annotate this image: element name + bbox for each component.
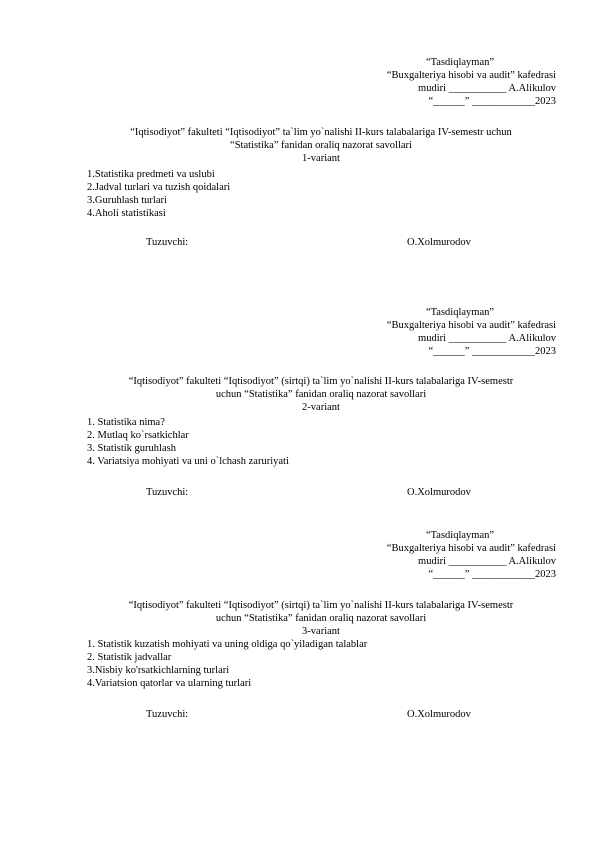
question-item: 3. Statistik guruhlash — [87, 443, 176, 454]
question-list — [87, 416, 289, 468]
signature-name: O.Xolmurodov — [407, 487, 471, 498]
approval-date: “______” ____________2023 — [428, 96, 556, 107]
heading-line: uchun “Statistika” fanidan oraliq nazorat savollari — [215, 613, 427, 624]
approval-date: “______” ____________2023 — [428, 569, 556, 580]
approval-department: “Buxgalteriya hisobi va audit” kafedrasi — [386, 320, 556, 331]
variant-heading — [86, 375, 556, 414]
question-item: 4.Variatsion qatorlar va ularning turlari — [87, 678, 252, 689]
question-item: 2.Jadval turlari va tuzish qoidalari — [87, 182, 231, 193]
variant-number: 1-variant — [302, 153, 340, 164]
approval-head: mudiri ___________ A.Alikulov — [418, 556, 556, 567]
variant-number: 3-variant — [302, 626, 340, 637]
signature-label: Tuzuvchi: — [146, 237, 189, 248]
heading-line: “Iqtisodiyot” fakulteti “Iqtisodiyot” (sirtqi) ta`lim yo`nalishi II-kurs talabalariga IV-semestr — [128, 600, 514, 611]
question-item: 2. Mutlaq ko`rsatkichlar — [87, 430, 189, 441]
signature-name: O.Xolmurodov — [407, 237, 471, 248]
question-list — [87, 168, 230, 220]
question-item: 4. Variatsiya mohiyati va uni o`lchash zaruriyati — [87, 456, 289, 467]
question-item: 1.Statistika predmeti va uslubi — [87, 169, 215, 180]
approval-head: mudiri ___________ A.Alikulov — [418, 83, 556, 94]
approval-block — [350, 529, 556, 581]
question-item: 4.Aholi statistikasi — [87, 208, 166, 219]
heading-line: “Statistika” fanidan oraliq nazorat savollari — [230, 140, 412, 151]
question-list — [87, 638, 367, 690]
approval-department: “Buxgalteriya hisobi va audit” kafedrasi — [386, 70, 556, 81]
approval-title: “Tasdiqlayman” — [425, 57, 495, 68]
question-item: 1. Statistika nima? — [87, 417, 165, 428]
approval-block — [350, 306, 556, 358]
heading-line: “Iqtisodiyot” fakulteti “Iqtisodiyot” ta`lim yo`nalishi II-kurs talabalariga IV-semestr uchun — [130, 127, 512, 138]
approval-head: mudiri ___________ A.Alikulov — [418, 333, 556, 344]
question-item: 3.Guruhlash turlari — [87, 195, 167, 206]
question-item: 1. Statistik kuzatish mohiyati va uning oldiga qo`yiladigan talablar — [87, 639, 368, 650]
signature-label: Tuzuvchi: — [146, 487, 189, 498]
question-item: 3.Nisbiy ko'rsatkichlarning turlari — [87, 665, 230, 676]
approval-title: “Tasdiqlayman” — [425, 530, 495, 541]
question-item: 2. Statistik jadvallar — [87, 652, 172, 663]
variant-number: 2-variant — [302, 402, 340, 413]
approval-department: “Buxgalteriya hisobi va audit” kafedrasi — [386, 543, 556, 554]
heading-line: uchun “Statistika” fanidan oraliq nazorat savollari — [215, 389, 427, 400]
approval-date: “______” ____________2023 — [428, 346, 556, 357]
heading-line: “Iqtisodiyot” fakulteti “Iqtisodiyot” (sirtqi) ta`lim yo`nalishi II-kurs talabalariga IV-semestr — [128, 376, 514, 387]
variant-heading — [86, 126, 556, 165]
variant-heading — [86, 599, 556, 638]
signature-label: Tuzuvchi: — [146, 709, 189, 720]
approval-title: “Tasdiqlayman” — [425, 307, 495, 318]
signature-name: O.Xolmurodov — [407, 709, 471, 720]
approval-block — [350, 56, 556, 108]
